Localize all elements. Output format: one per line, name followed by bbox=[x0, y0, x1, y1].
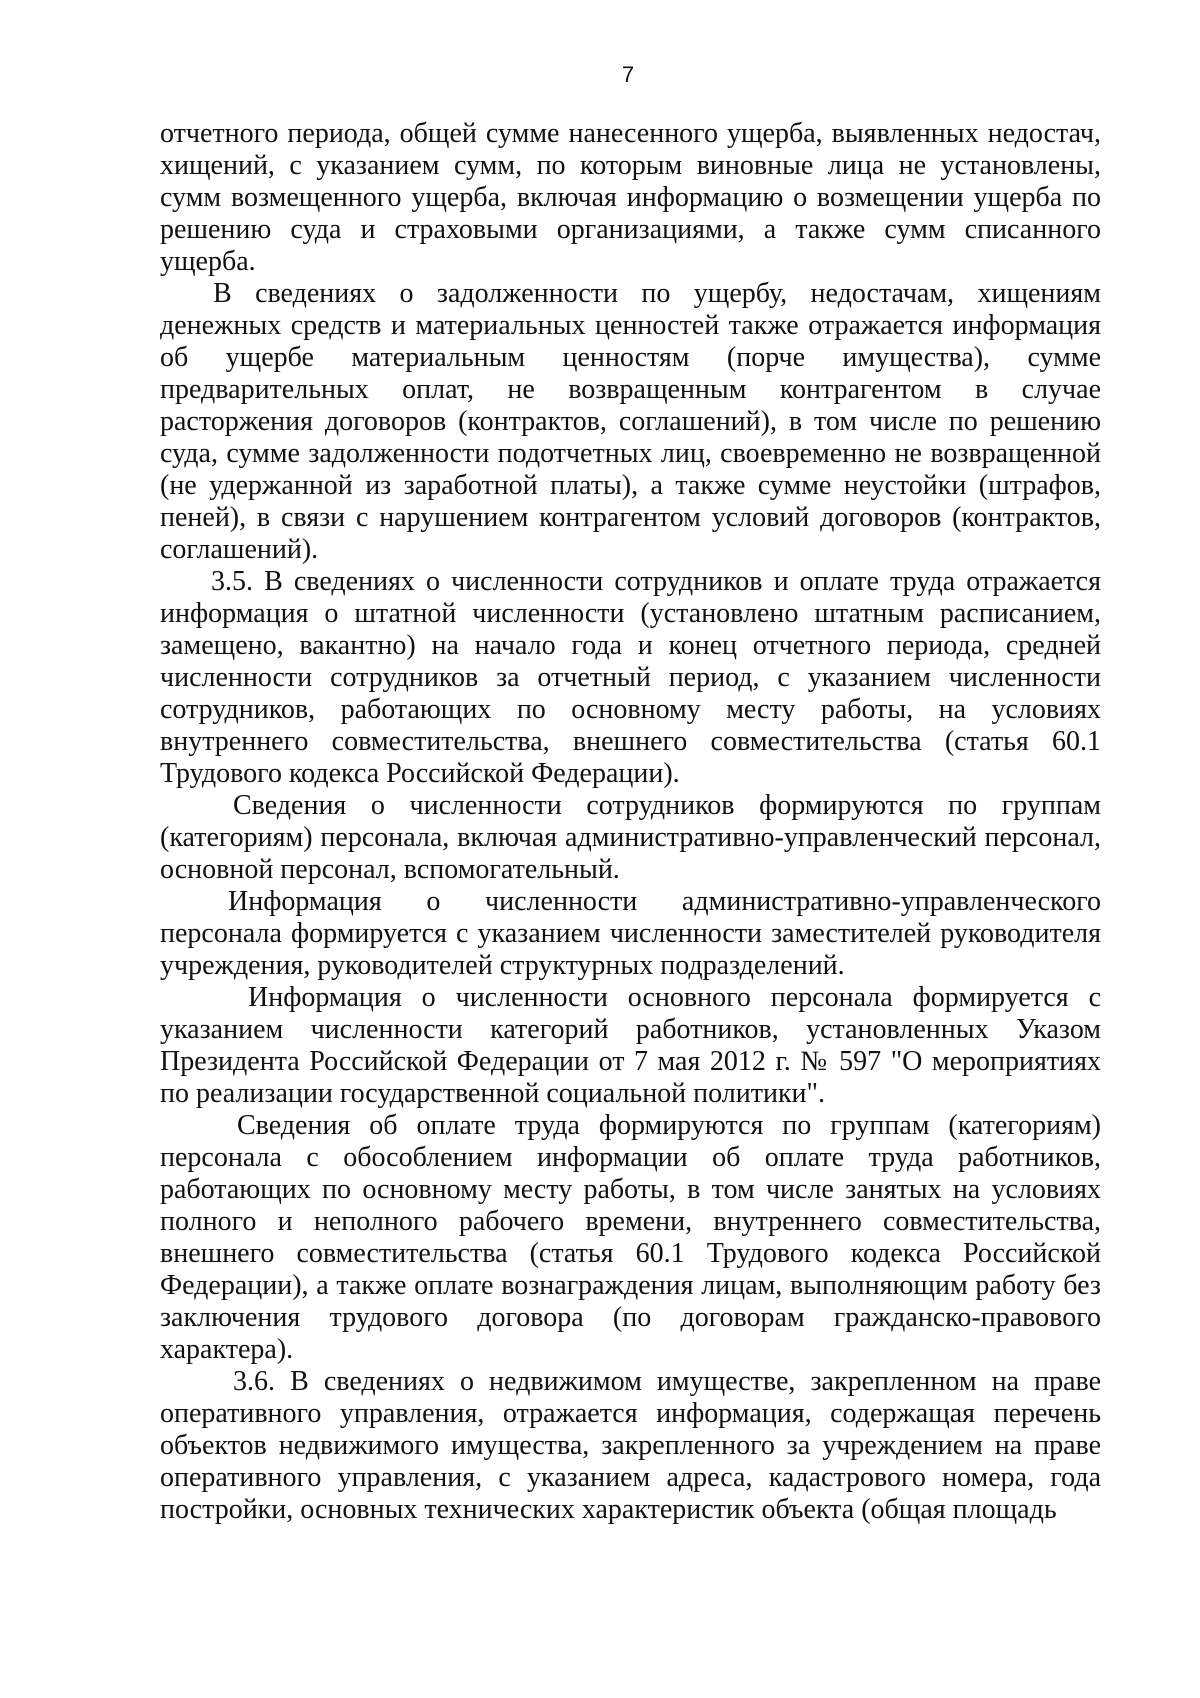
paragraph-7: Сведения об оплате труда формируются по группам (категориям) персонала с обособлением информации об оплате труда работников, работающих по основному месту работы, в том числе занятых на условиях полного и неполного рабочего времени, внутреннего совместительства, внешнего совместительства (статья 60.1 Трудового кодекса Российской Федерации), а также оплате вознаграждения лицам, выполняющим работу без заключения трудового договора (по договорам гражданско-правового характера). bbox=[160, 1110, 1101, 1365]
paragraph-5: Информация о численности административно-управленческого персонала формируется с указанием численности заместителей руководителя учреждения, руководителей структурных подразделений. bbox=[160, 886, 1101, 981]
paragraph-6: Информация о численности основного персонала формируется с указанием численности категорий работников, установленных Указом Президента Российской Федерации от 7 мая 2012 г. № 597 "О мероприятиях по реализации государственной социальной политики". bbox=[160, 982, 1101, 1109]
paragraph-1: отчетного периода, общей сумме нанесенного ущерба, выявленных недостач, хищений, с указанием сумм, по которым виновные лица не установлены, сумм возмещенного ущерба, включая информацию о возмещении ущерба по решению суда и страховыми организациями, а также сумм списанного ущерба. bbox=[160, 118, 1101, 277]
document-body bbox=[160, 118, 1101, 1526]
paragraph-4: Сведения о численности сотрудников формируются по группам (категориям) персонала, включая административно-управленческий персонал, основной персонал, вспомогательный. bbox=[160, 790, 1101, 885]
paragraph-8: 3.6. В сведениях о недвижимом имуществе, закрепленном на праве оперативного управления, отражается информация, содержащая перечень объектов недвижимого имущества, закрепленного за учреждением на праве оперативного управления, с указанием адреса, кадастрового номера, года постройки, основных технических характеристик объекта (общая площадь bbox=[160, 1366, 1101, 1525]
paragraph-3: 3.5. В сведениях о численности сотрудников и оплате труда отражается информация о штатной численности (установлено штатным расписанием, замещено, вакантно) на начало года и конец отчетного периода, средней численности сотрудников за отчетный период, с указанием численности сотрудников, работающих по основному месту работы, на условиях внутреннего совместительства, внешнего совместительства (статья 60.1 Трудового кодекса Российской Федерации). bbox=[160, 566, 1101, 789]
paragraph-2: В сведениях о задолженности по ущербу, недостачам, хищениям денежных средств и материальных ценностей также отражается информация об ущербе материальным ценностям (порче имущества), сумме предварительных оплат, не возвращенным контрагентом в случае расторжения договоров (контрактов, соглашений), в том числе по решению суда, сумме задолженности подотчетных лиц, своевременно не возвращенной (не удержанной из заработной платы), а также сумме неустойки (штрафов, пеней), в связи с нарушением контрагентом условий договоров (контрактов, соглашений). bbox=[160, 278, 1101, 565]
page-number: 7 bbox=[621, 62, 635, 87]
